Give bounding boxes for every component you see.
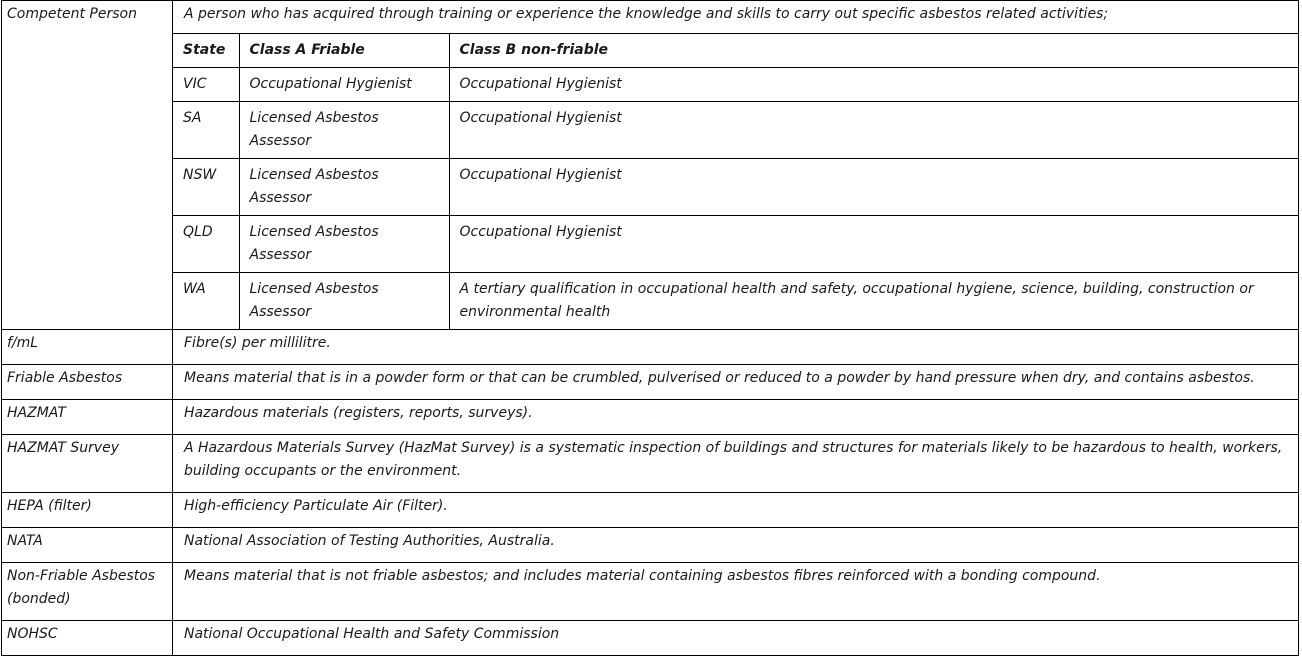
class-a-cell: Licensed Asbestos Assessor (239, 159, 449, 216)
class-b-cell: Occupational Hygienist (449, 216, 1298, 273)
glossary-definition (173, 1, 1299, 330)
state-cell: QLD (173, 216, 239, 273)
glossary-term: NOHSC (2, 621, 173, 656)
glossary-term: HAZMAT Survey (2, 435, 173, 493)
glossary-definition: National Association of Testing Authorities, Australia. (173, 528, 1299, 563)
state-table-row (173, 159, 1298, 216)
glossary-term: Non-Friable Asbestos (bonded) (2, 563, 173, 621)
glossary-definition: Fibre(s) per millilitre. (173, 330, 1299, 365)
glossary-row (2, 493, 1299, 528)
glossary-row (2, 621, 1299, 656)
glossary-row (2, 435, 1299, 493)
class-b-cell: Occupational Hygienist (449, 102, 1298, 159)
glossary-row (2, 365, 1299, 400)
state-cell: WA (173, 273, 239, 330)
state-qualification-table (173, 33, 1298, 329)
competent-person-definition: A person who has acquired through training or experience the knowledge and skills to carry out specific asbestos related activities; (184, 6, 1109, 22)
column-header-class-b: Class B non-friable (449, 34, 1298, 68)
glossary-term: Competent Person (2, 1, 173, 330)
state-table-row (173, 273, 1298, 330)
class-a-cell: Licensed Asbestos Assessor (239, 273, 449, 330)
glossary-term: NATA (2, 528, 173, 563)
class-b-cell: Occupational Hygienist (449, 159, 1298, 216)
glossary-row (2, 330, 1299, 365)
glossary-table (1, 0, 1299, 656)
glossary-term: HAZMAT (2, 400, 173, 435)
glossary-definition: National Occupational Health and Safety Commission (173, 621, 1299, 656)
glossary-row-competent-person (2, 1, 1299, 330)
glossary-definition: High-efficiency Particulate Air (Filter). (173, 493, 1299, 528)
class-b-cell: A tertiary qualification in occupational health and safety, occupational hygiene, science, building, construction or environmental health (449, 273, 1298, 330)
glossary-definition: Means material that is not friable asbestos; and includes material containing asbestos fibres reinforced with a bonding compound. (173, 563, 1299, 621)
glossary-row (2, 400, 1299, 435)
glossary-definition: Hazardous materials (registers, reports, surveys). (173, 400, 1299, 435)
column-header-state: State (173, 34, 239, 68)
state-cell: NSW (173, 159, 239, 216)
class-a-cell: Licensed Asbestos Assessor (239, 102, 449, 159)
glossary-term: HEPA (filter) (2, 493, 173, 528)
column-header-class-a: Class A Friable (239, 34, 449, 68)
state-cell: SA (173, 102, 239, 159)
glossary-definition: Means material that is in a powder form or that can be crumbled, pulverised or reduced to a powder by hand pressure when dry, and contains asbestos. (173, 365, 1299, 400)
state-table-row (173, 68, 1298, 102)
state-table-header (173, 34, 1298, 68)
state-table-row (173, 216, 1298, 273)
state-cell: VIC (173, 68, 239, 102)
state-table-row (173, 102, 1298, 159)
class-a-cell: Licensed Asbestos Assessor (239, 216, 449, 273)
class-a-cell: Occupational Hygienist (239, 68, 449, 102)
glossary-row (2, 563, 1299, 621)
glossary-row (2, 528, 1299, 563)
glossary-term: Friable Asbestos (2, 365, 173, 400)
glossary-definition: A Hazardous Materials Survey (HazMat Survey) is a systematic inspection of buildings and structures for materials likely to be hazardous to health, workers, building occupants or the environment. (173, 435, 1299, 493)
glossary-term: f/mL (2, 330, 173, 365)
class-b-cell: Occupational Hygienist (449, 68, 1298, 102)
